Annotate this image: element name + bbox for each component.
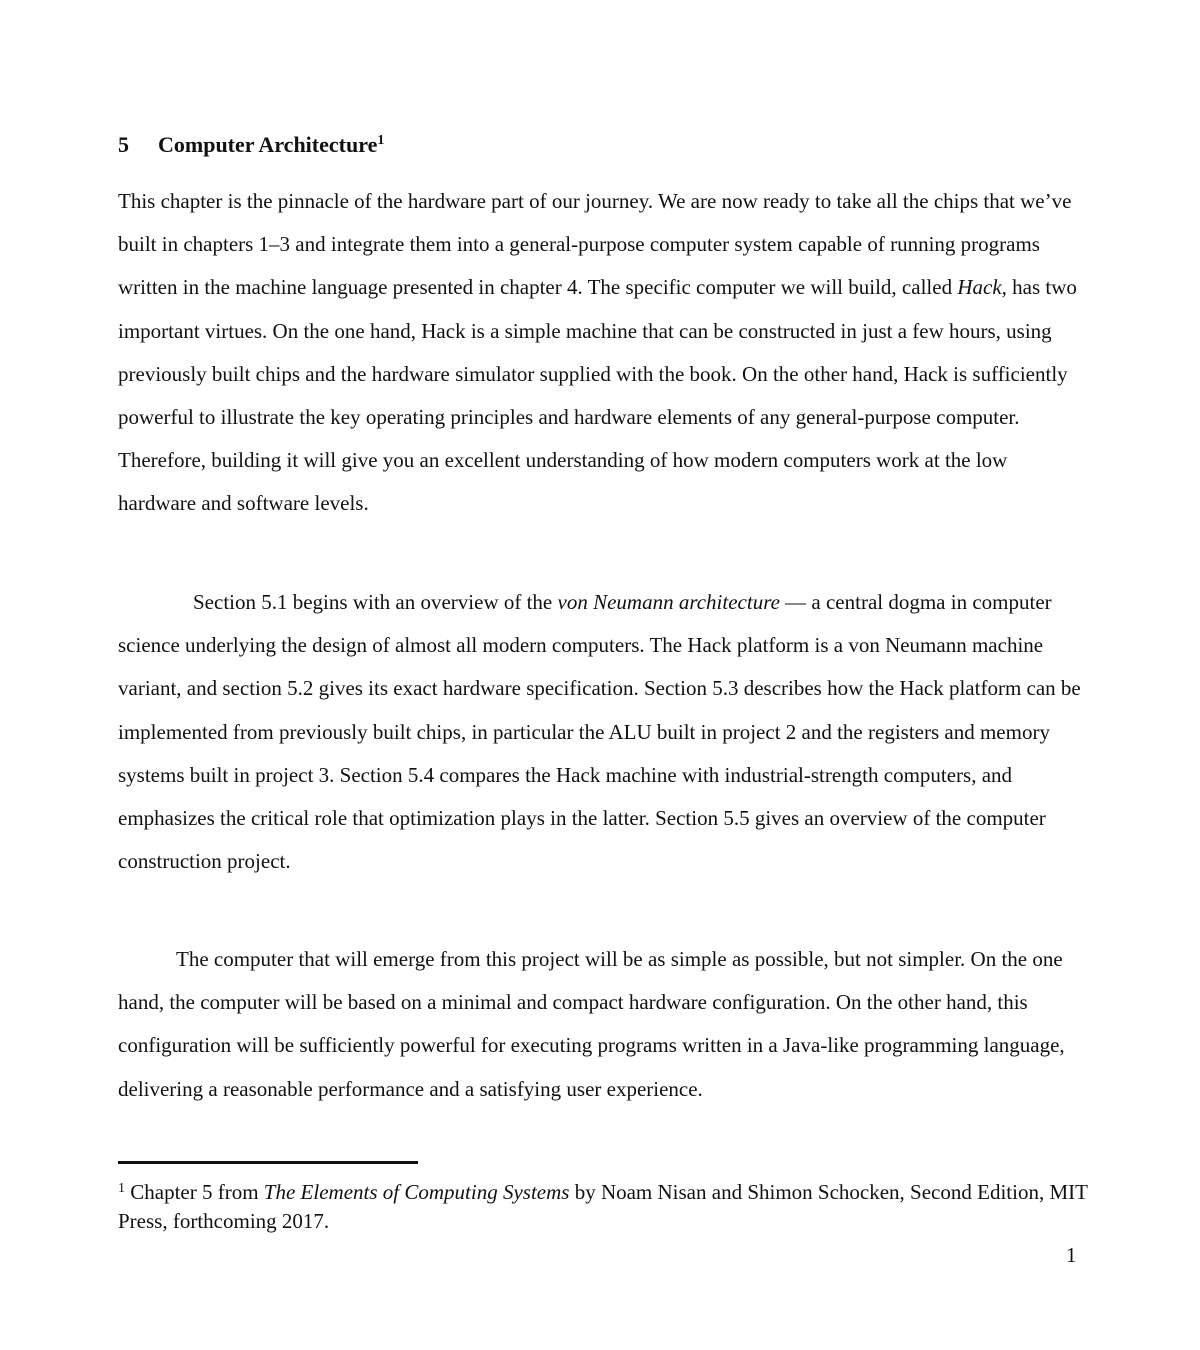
footnote-marker: 1	[118, 1181, 125, 1196]
paragraph-sections-text-end: — a central dogma in computer science underlying the design of almost all modern computers. The Hack platform is a von Neumann machine variant, and section 5.2 gives its exact hardware specification. Section 5.3 describes how the Hack platform can be implemented from previously built chips, in particular the ALU built in project 2 and the registers and memory systems built in project 3. Section 5.4 compares the Hack machine with industrial-strength computers, and emphasizes the critical role that optimization plays in the latter. Section 5.5 gives an overview of the computer construction project.	[118, 590, 1081, 874]
footnote	[118, 1174, 1088, 1236]
paragraph-intro-text-start: This chapter is the pinnacle of the hardware part of our journey. We are now ready to take all the chips that we’ve built in chapters 1–3 and integrate them into a general-purpose computer system capable of running programs written in the machine language presented in chapter 4. The specific computer we will build, called	[118, 189, 1072, 300]
paragraph-intro-italic: Hack	[957, 275, 1002, 300]
footnote-reference: 1	[377, 133, 385, 148]
footnote-text-end: by Noam Nisan and Shimon Schocken, Second Edition, MIT Press, forthcoming 2017.	[118, 1180, 1088, 1233]
chapter-number: 5	[118, 132, 129, 157]
chapter-title: Computer Architecture	[158, 132, 378, 157]
paragraph-simplicity	[118, 938, 1088, 1111]
paragraph-simplicity-text: The computer that will emerge from this project will be as simple as possible, but not simpler. On the one hand, the computer will be based on a minimal and compact hardware configuration. On the other hand, this configuration will be sufficiently powerful for executing programs written in a Java-like programming language, delivering a reasonable performance and a satisfying user experience.	[118, 947, 1065, 1101]
footnote-separator	[118, 1161, 418, 1164]
footnote-book-title: The Elements of Computing Systems	[263, 1180, 570, 1204]
paragraph-sections-text-start: Section 5.1 begins with an overview of the	[193, 590, 558, 614]
paragraph-intro-text-end: , has two important virtues. On the one hand, Hack is a simple machine that can be constructed in just a few hours, using previously built chips and the hardware simulator supplied with the book. On the other hand, Hack is sufficiently powerful to illustrate the key operating principles and hardware elements of any general-purpose computer. Therefore, building it will give you an excellent understanding of how modern computers work at the low hardware and software levels.	[118, 275, 1077, 516]
footnote-text-start: Chapter 5 from	[125, 1180, 264, 1204]
page-number: 1	[1066, 1243, 1077, 1267]
chapter-heading	[118, 126, 384, 160]
paragraph-sections-overview	[118, 581, 1088, 883]
paragraph-sections-italic: von Neumann architecture	[557, 590, 780, 614]
paragraph-intro	[118, 180, 1088, 526]
